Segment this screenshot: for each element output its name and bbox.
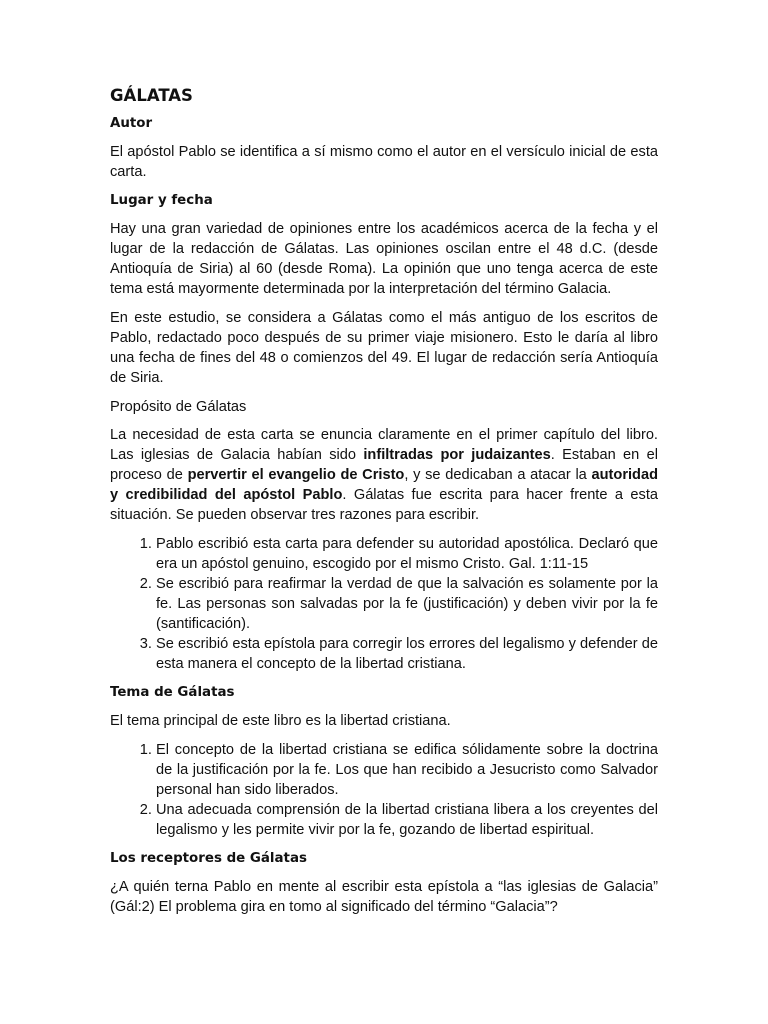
section-heading-lugar-fecha: Lugar y fecha <box>110 193 213 208</box>
proposito-text-2: . Estaban en el proceso de <box>110 447 658 483</box>
paragraph-lugar-1: Hay una gran variedad de opiniones entre los académicos acerca de la fecha y el lugar de la redacción de Gálatas. Las opiniones oscilan entre el 48 d.C. (desde Antioquía de Siria) al 60 (desde Roma). La opinión que uno tenga acerca de este tema está mayormente determinada por la interpretación del término Galacia. <box>110 221 658 297</box>
paragraph-autor: El apóstol Pablo se identifica a sí mismo como el autor en el versículo inicial de esta carta. <box>110 144 658 180</box>
proposito-bold-2: pervertir el evangelio de Cristo <box>187 467 405 483</box>
section-heading-proposito: Propósito de Gálatas <box>110 399 247 415</box>
proposito-text-4: . Gálatas fue escrita para hacer frente a esta situación. Se pueden observar tres razones para escribir. <box>110 487 658 523</box>
list-item: 2. Se escribió para reafirmar la verdad de que la salvación es solamente por la fe. Las personas son salvadas por la fe (justificación) y deben vivir por la fe (santificación). <box>156 574 658 634</box>
paragraph-proposito <box>110 425 658 525</box>
section-heading-autor: Autor <box>110 116 153 131</box>
paragraph-tema: El tema principal de este libro es la libertad cristiana. <box>110 713 451 729</box>
proposito-text-1: La necesidad de esta carta se enuncia claramente en el primer capítulo del libro. Las iglesias de Galacia habían sido <box>110 427 658 463</box>
section-heading-tema: Tema de Gálatas <box>110 685 235 700</box>
section-heading-receptores: Los receptores de Gálatas <box>110 851 307 866</box>
list-item: 1. Pablo escribió esta carta para defender su autoridad apostólica. Declaró que era un apóstol genuino, escogido por el mismo Cristo. Gal. 1:11-15 <box>156 534 658 574</box>
paragraph-lugar-2: En este estudio, se considera a Gálatas como el más antiguo de los escritos de Pablo, redactado poco después de su primer viaje misionero. Esto le daría al libro una fecha de fines del 48 o comienzos del 49. El lugar de redacción sería Antioquía de Siria. <box>110 310 658 386</box>
proposito-list <box>110 534 658 674</box>
list-item: 2. Una adecuada comprensión de la libertad cristiana libera a los creyentes del legalismo y les permite vivir por la fe, gozando de libertad espiritual. <box>156 800 658 840</box>
proposito-bold-1: infiltradas por judaizantes <box>363 447 551 463</box>
list-item: 3. Se escribió esta epístola para corregir los errores del legalismo y defender de esta manera el concepto de la libertad cristiana. <box>156 634 658 674</box>
paragraph-receptores: ¿A quién terna Pablo en mente al escribir esta epístola a “las iglesias de Galacia” (Gál:2) El problema gira en tomo al significado del término “Galacia”? <box>110 879 658 915</box>
tema-list <box>110 740 658 840</box>
document-title: GÁLATAS <box>110 86 193 105</box>
list-item: 1. El concepto de la libertad cristiana se edifica sólidamente sobre la doctrina de la justificación por la fe. Los que han recibido a Jesucristo como Salvador personal han sido liberados. <box>156 740 658 800</box>
proposito-bold-3: autoridad y credibilidad del apóstol Pablo <box>110 467 658 503</box>
proposito-text-3: , y se dedicaban a atacar la <box>404 467 592 483</box>
